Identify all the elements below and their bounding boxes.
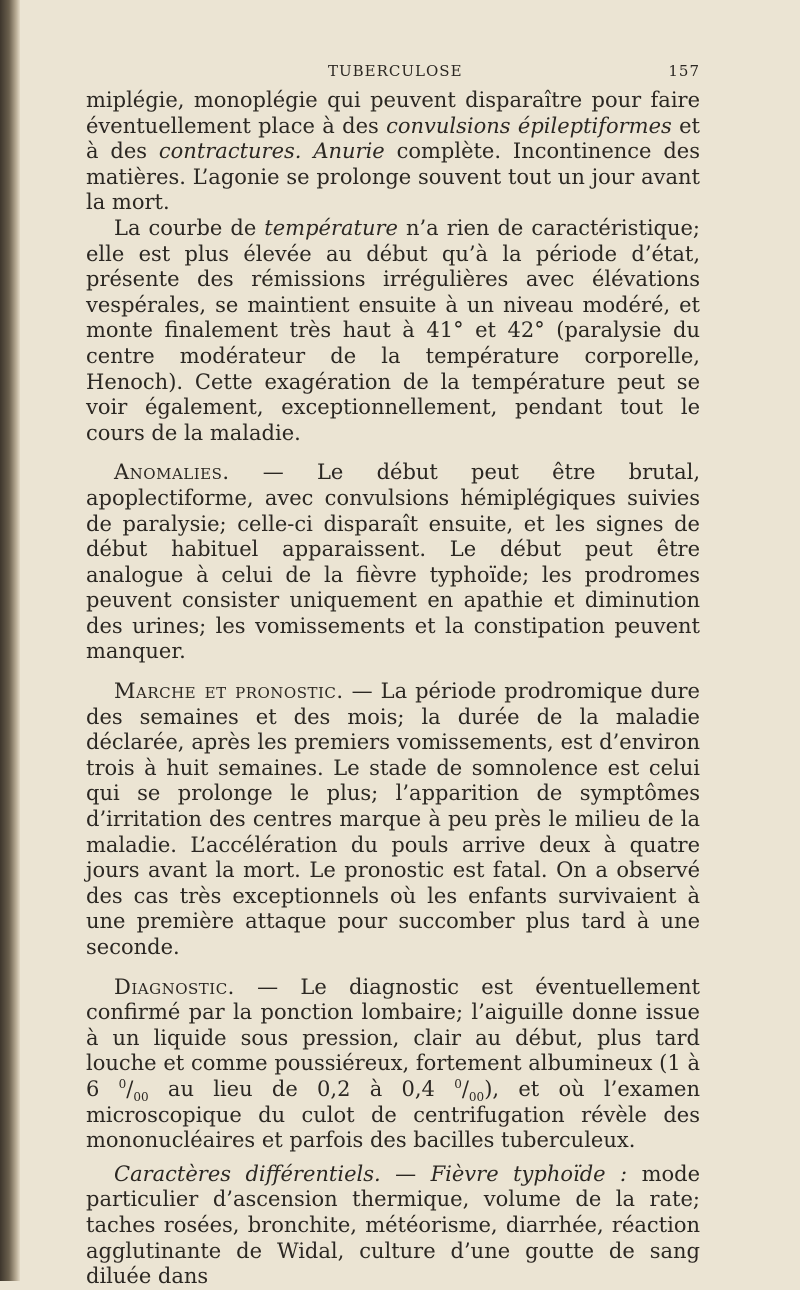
text-run: au lieu de 0,2 à 0,4 <box>148 1076 455 1101</box>
italic-term: contractures. <box>158 139 302 164</box>
italic-term: Fièvre typhoïde : <box>430 1161 628 1186</box>
text-run: — <box>380 1161 431 1186</box>
running-title: TUBERCULOSE <box>328 62 463 80</box>
page-number: 157 <box>668 62 700 80</box>
per-mille-sup: 0 <box>454 1076 462 1091</box>
text-run: mode particulier d’ascension thermique, volume de la rate; taches rosées, bronchite, météorisme, diarrhée, réaction agglutinante de Widal, culture d’une goutte de sang diluée dans <box>86 1161 701 1289</box>
paragraph-marche-pronostic <box>86 679 700 961</box>
section-heading: Diagnostic. <box>114 974 235 999</box>
text-run: — Le diagnostic est éventuellement confirmé par la ponction lombaire; l’aiguille donne issue à un liquide sous pression, clair au début, plus tard louche et comme poussiéreux, fortement albumineux (1 à 6 <box>86 974 700 1101</box>
paragraph-diagnostic <box>86 975 700 1154</box>
italic-term: température <box>264 215 398 240</box>
text-run <box>301 139 313 163</box>
per-mille-slash: / <box>126 1076 134 1101</box>
section-heading: Marche et pronostic. <box>114 679 344 704</box>
body-text <box>86 88 700 1290</box>
per-mille-sup: 0 <box>118 1076 127 1091</box>
paragraph-caracteres-differentiels <box>86 1162 700 1290</box>
book-spine-shadow <box>0 0 20 1281</box>
text-run: — La période prodromique dure des semaines et des mois; la durée de la maladie déclarée, après les premiers vomissements, est d’environ trois à huit semaines. Le stade de somnolence est celui qui se prolonge le plus; l’apparition de symptômes d’irritation des centres marque à peu près le milieu de la maladie. L’accélération du pouls arrive deux à quatre jours avant la mort. Le pronostic est fatal. On a observé des cas très exceptionnels où les enfants survivaient à une première attaque pour succomber plus tard à une seconde. <box>86 679 700 959</box>
per-mille-slash: / <box>461 1076 469 1101</box>
paragraph-1 <box>86 88 700 216</box>
text-run: complète. Incontinence des matières. L’agonie se prolonge souvent tout un jour avant la mort. <box>86 139 700 215</box>
per-mille-sub: 00 <box>133 1090 149 1105</box>
paragraph-temperature <box>86 216 700 446</box>
paragraph-anomalies <box>86 460 700 665</box>
italic-term: convulsions épileptiformes <box>386 113 672 138</box>
book-page <box>86 60 700 1290</box>
italic-term: Anurie <box>313 139 385 164</box>
section-heading: Anomalies. <box>114 460 230 485</box>
text-run: miplégie, monoplégie qui peuvent disparaître pour faire éventuellement place à des <box>86 88 700 138</box>
text-run: et à des <box>86 113 700 164</box>
italic-term: Caractères différentiels. <box>114 1161 381 1186</box>
running-head <box>86 60 700 88</box>
per-mille-sub: 00 <box>468 1090 485 1105</box>
text-run: — Le début peut être brutal, apoplectiforme, avec convulsions hémiplégiques suivies de paralysie; celle-ci disparaît ensuite, et les signes de début habituel apparaissent. Le début peut être analogue à celui de la fièvre typhoïde; les prodromes peuvent consister uniquement en apathie et diminution des urines; les vomissements et la constipation peuvent manquer. <box>86 460 700 664</box>
text-run: La courbe de <box>114 215 265 240</box>
text-run: ), et où l’examen microscopique du culot de centrifugation révèle des mononucléaires et parfois des bacilles tuberculeux. <box>86 1076 700 1153</box>
text-run: n’a rien de caractéristique; elle est plus élevée au début qu’à la période d’état, présente des rémissions irrégulières avec élévations vespérales, se maintient ensuite à un niveau modéré, et monte finalement très haut à 41° et 42° (paralysie du centre modérateur de la température corporelle, Henoch). Cette exagération de la température peut se voir également, exceptionnellement, pendant tout le cours de la maladie. <box>86 215 701 445</box>
